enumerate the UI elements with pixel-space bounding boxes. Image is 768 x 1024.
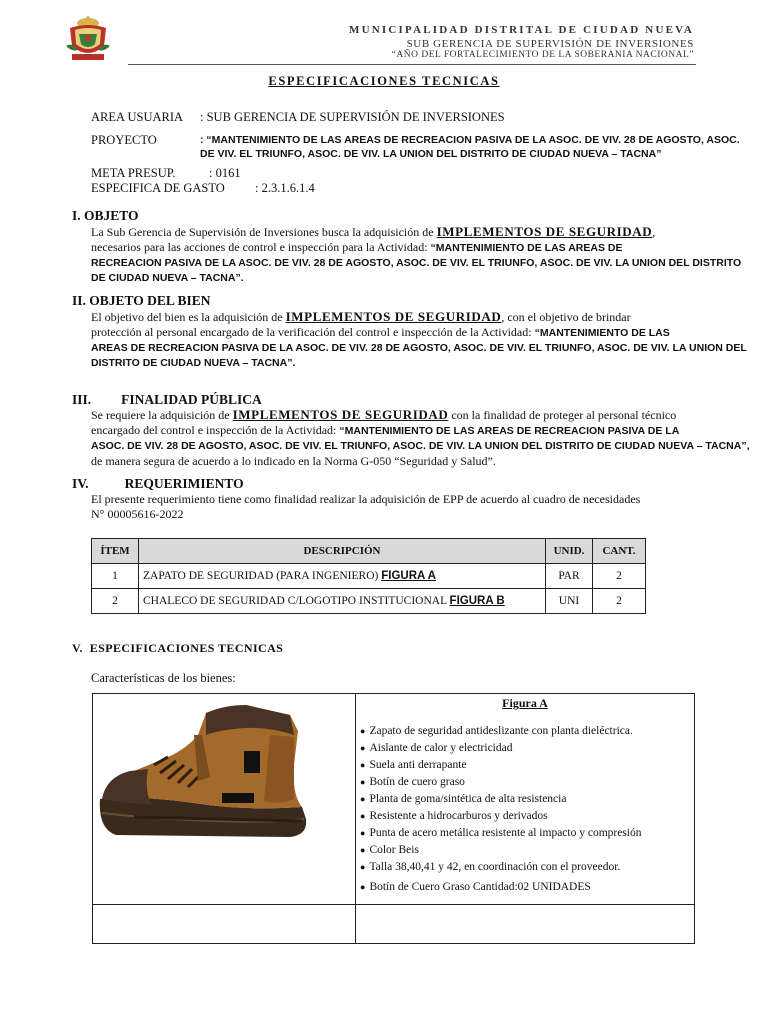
section4-title: REQUERIMIENTO [124,476,244,491]
bullet-icon: ● [360,777,366,787]
feature-item [360,879,694,896]
safety-boot-image [94,695,354,898]
spec-row [93,694,695,905]
section2-title: OBJETO DEL BIEN [89,293,211,308]
gasto-value: : 2.3.1.6.1.4 [255,181,315,195]
table-row: 2 CHALECO DE SEGURIDAD C/LOGOTIPO INSTITUCIONAL FIGURA B UNI 2 [92,589,646,614]
feature-item [360,740,694,757]
section1-body: La Sub Gerencia de Supervisión de Inversiones busca la adquisición de IMPLEMENTOS DE SEGURIDAD, necesarios para las acciones de control e inspección para la Actividad: “MANTENIMIENTO DE LAS AREAS DE RECREACION PASIVA DE LA ASOC. DE VIV. 28 DE AGOSTO, ASOC. DE VIV. EL TRIUNFO, ASOC. DE VIV. LA UNION DEL DISTRITO DE CIUDAD NUEVA – TACNA”. [91,224,742,284]
figure-a-cell [356,694,695,905]
area-value: : SUB GERENCIA DE SUPERVISIÓN DE INVERSIONES [200,110,505,124]
bullet-icon: ● [360,828,366,838]
section2-body: El objetivo del bien es la adquisición de IMPLEMENTOS DE SEGURIDAD, con el objetivo de brindar protección al personal encargado de la verificación del control e inspección de la Actividad: “MANTENIMIENTO DE LAS AREAS DE RECREACION PASIVA DE LA ASOC. DE VIV. 28 DE AGOSTO, ASOC. DE VIV. EL TRIUNFO, ASOC. DE VIV. LA UNION DEL DISTRITO DE CIUDAD NUEVA – TACNA”. [91,309,747,369]
col-header-item: ÍTEM [92,539,139,564]
section1-number: I. [72,208,81,223]
municipal-logo [62,12,114,64]
feature-text: Color Beis [369,844,419,856]
bullet-icon: ● [360,726,366,736]
feature-text: Botín de Cuero Graso Cantidad:02 UNIDADES [369,881,591,893]
feature-text: Talla 38,40,41 y 42, en coordinación con el proveedor. [369,861,621,873]
proyecto-label: PROYECTO [91,133,157,147]
bullet-icon: ● [360,862,366,872]
requirements-table [91,538,646,614]
header-divider [128,64,696,65]
feature-item [360,774,694,791]
feature-item [360,859,694,876]
section3-title: FINALIDAD PÚBLICA [121,392,262,407]
document-title: ESPECIFICACIONES TECNICAS [268,74,500,88]
section3-number: III. [72,392,92,407]
spec-table [92,693,695,944]
bullet-icon: ● [360,743,366,753]
bullet-icon: ● [360,811,366,821]
header-motto: “AÑO DEL FORTALECIMIENTO DE LA SOBERANIA NACIONAL” [391,50,694,60]
figure-a-reference: FIGURA A [381,570,436,582]
implementos-text: IMPLEMENTOS DE SEGURIDAD [232,407,449,422]
proyecto-line2: DE VIV. EL TRIUNFO, ASOC. DE VIV. LA UNION DEL DISTRITO DE CIUDAD NUEVA – TACNA” [200,148,662,160]
section2-heading [72,293,211,309]
section5-title: ESPECIFICACIONES TECNICAS [89,641,284,655]
section4-body: El presente requerimiento tiene como finalidad realizar la adquisición de EPP de acuerdo al cuadro de necesidades N° 00005616-2022 [91,492,641,521]
feature-text: Botín de cuero graso [369,776,465,788]
proyecto-line1: : “MANTENIMIENTO DE LAS AREAS DE RECREACION PASIVA DE LA ASOC. DE VIV. 28 DE AGOSTO, ASOC. [200,134,740,146]
figure-b-reference: FIGURA B [449,595,505,607]
table-row: 1 ZAPATO DE SEGURIDAD (PARA INGENIERO) FIGURA A PAR 2 [92,564,646,589]
characteristics-label: Características de los bienes: [91,671,236,685]
section4-heading [72,476,244,492]
spec-row-empty [93,905,695,944]
col-header-unit: UNID. [546,539,593,564]
area-label: AREA USUARIA [91,110,184,124]
product-image-cell [93,694,356,905]
feature-text: Aislante de calor y electricidad [369,742,513,754]
bullet-icon: ● [360,794,366,804]
feature-item [360,808,694,825]
feature-text: Resistente a hidrocarburos y derivados [369,810,548,822]
feature-text: Suela anti derrapante [369,759,467,771]
section1-heading [72,208,139,224]
header-title: MUNICIPALIDAD DISTRITAL DE CIUDAD NUEVA [349,24,694,36]
bullet-icon: ● [360,845,366,855]
section3-body: Se requiere la adquisición de IMPLEMENTOS DE SEGURIDAD con la finalidad de proteger al personal técnico encargado del control e inspección de la Actividad: “MANTENIMIENTO DE LAS AREAS DE RECREACION PASIVA DE LA ASOC. DE VIV. 28 DE AGOSTO, ASOC. DE VIV. EL TRIUNFO, ASOC. DE VIV. LA UNION DEL DISTRITO DE CIUDAD NUEVA – TACNA”, de manera segura de acuerdo a lo indicado en la Norma G-050 “Seguridad y Salud”. [91,407,750,468]
section3-heading [72,392,262,408]
feature-item [360,791,694,808]
col-header-quantity: CANT. [593,539,646,564]
bullet-icon: ● [360,760,366,770]
section2-number: II. [72,293,86,308]
feature-item [360,842,694,859]
section5-number: V. [72,641,83,655]
section5-heading [72,641,283,656]
implementos-text: IMPLEMENTOS DE SEGURIDAD [436,224,653,239]
meta-label: META PRESUP. [91,166,176,180]
bullet-icon: ● [360,882,366,892]
meta-value: : 0161 [209,166,241,180]
implementos-text: IMPLEMENTOS DE SEGURIDAD [285,309,502,324]
feature-text: Punta de acero metálica resistente al impacto y compresión [369,827,642,839]
feature-list [360,723,694,896]
feature-item [360,825,694,842]
table-header-row [92,539,646,564]
feature-text: Zapato de seguridad antideslizante con planta dieléctrica. [369,725,633,737]
section1-title: OBJETO [84,208,139,223]
feature-item [360,723,694,740]
feature-text: Planta de goma/sintética de alta resistencia [369,793,567,805]
feature-item [360,757,694,774]
section4-number: IV. [72,476,89,491]
gasto-label: ESPECIFICA DE GASTO [91,181,225,195]
figure-a-title: Figura A [502,696,548,710]
col-header-description: DESCRIPCIÓN [139,539,546,564]
header-subtitle: SUB GERENCIA DE SUPERVISIÓN DE INVERSIONES [406,38,694,50]
